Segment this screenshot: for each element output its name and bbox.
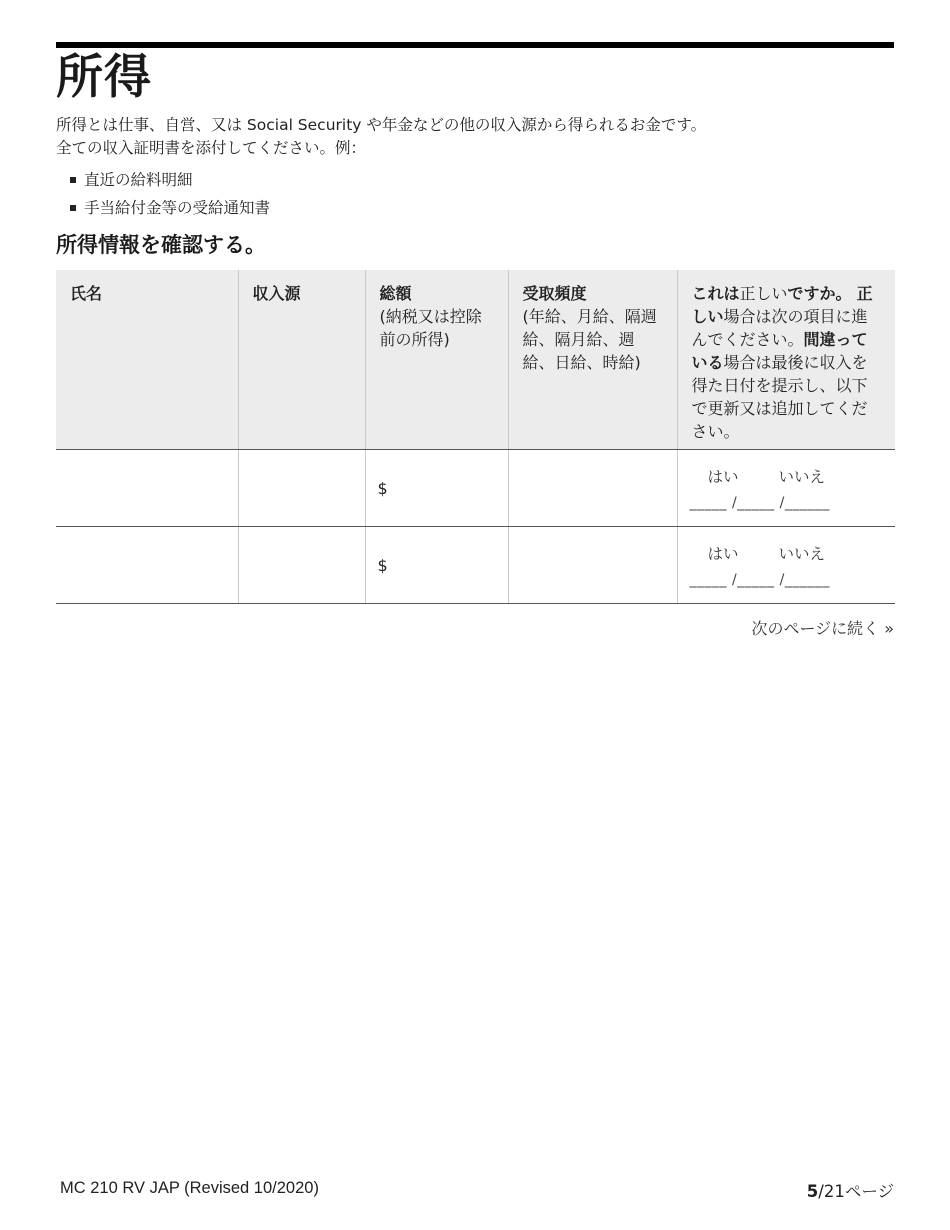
table-row — [56, 450, 895, 527]
bullet-icon — [70, 177, 76, 183]
header-is-correct: これは正しいですか。 正しい場合は次の項目に進んでください。間違っている場合は最後に収入を得た日付を提示し、以下で更新又は追加してください。 — [677, 270, 895, 450]
intro-text — [56, 114, 706, 160]
source-cell[interactable] — [238, 527, 365, 604]
page-title: 所得 — [56, 50, 152, 105]
source-cell[interactable] — [238, 450, 365, 527]
list-item: 手当給付金等の受給通知書 — [70, 194, 270, 222]
header-source: 収入源 — [238, 270, 365, 450]
name-cell[interactable] — [56, 450, 238, 527]
date-field[interactable]: _____ /_____ /______ — [689, 572, 830, 588]
no-option[interactable]: いいえ — [778, 468, 826, 486]
bullet-icon — [70, 205, 76, 211]
continued-note: 次のページに続く » — [751, 619, 894, 638]
top-rule — [56, 42, 894, 48]
yes-option[interactable]: はい — [707, 468, 739, 486]
amount-cell[interactable]: $ — [365, 450, 508, 527]
no-option[interactable]: いいえ — [778, 545, 826, 563]
amount-cell[interactable]: $ — [365, 527, 508, 604]
section-heading: 所得情報を確認する。 — [56, 233, 266, 257]
example-list — [70, 166, 270, 222]
name-cell[interactable] — [56, 527, 238, 604]
yes-option[interactable]: はい — [707, 545, 739, 563]
table-header-row — [56, 270, 895, 450]
date-field[interactable]: _____ /_____ /______ — [689, 495, 830, 511]
intro-line-1: 所得とは仕事、自営、又は Social Security や年金などの他の収入源から得られるお金です。 — [56, 116, 707, 134]
page-number: 5/21ページ — [806, 1182, 894, 1201]
form-id: MC 210 RV JAP (Revised 10/2020) — [60, 1179, 319, 1197]
table-row — [56, 527, 895, 604]
frequency-cell[interactable] — [508, 527, 677, 604]
header-frequency: 受取頻度 (年給、月給、隔週給、隔月給、週給、日給、時給) — [508, 270, 677, 450]
frequency-cell[interactable] — [508, 450, 677, 527]
header-gross-amount: 総額 (納税又は控除前の所得) — [365, 270, 508, 450]
list-item: 直近の給料明細 — [70, 166, 270, 194]
confirm-cell — [677, 527, 895, 604]
confirm-cell — [677, 450, 895, 527]
intro-line-2: 全ての収入証明書を添付してください。例： — [56, 139, 367, 157]
income-table — [56, 270, 895, 604]
header-name: 氏名 — [56, 270, 238, 450]
